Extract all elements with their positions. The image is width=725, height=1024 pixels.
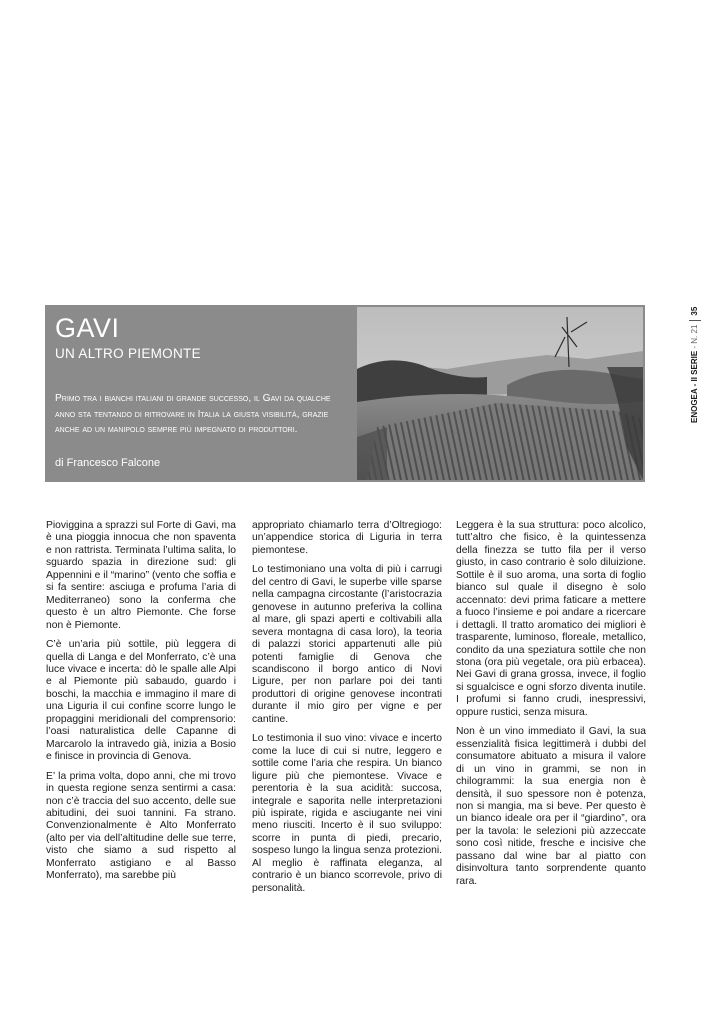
- body-paragraph: Leggera è la sua struttura: poco alcolico, tutt’altro che fisico, è la quintessenza della finezza se tutto fila per il verso giusto, in caso contrario è solo diluizione. Sottile è il suo aroma, una sorta di foglio bianco sul quale il disegno è solo accennato: devi prima faticare a mettere a fuoco l’insieme e poi andare a ricercare i dettagli. Il tratto aromatico dei migliori è trasparente, luminoso, floreale, metallico, condito da una speziatura sottile che non stona (ora più vegetale, ora più erbacea). Nei Gavi di grana grossa, invece, il foglio si sgualcisce e ogni sforzo diventa inutile. I profumi si fanno crudi, inespressivi, oppure rustici, senza misura.: [456, 520, 646, 718]
- body-paragraph: Pioviggina a sprazzi sul Forte di Gavi, ma è una pioggia innocua che non spaventa e non rattrista. Terminata l’ultima salita, lo sguardo spazia in direzione sud: gli Appennini e il “marino” (vento che soffia e si fa sentire: asciuga e profuma l’aria di Mediterraneo) sono la conferma che questo è un altro Piemonte. Che forse non è Piemonte.: [46, 520, 236, 631]
- article-byline: di Francesco Falcone: [55, 457, 161, 469]
- article-header: [45, 305, 645, 482]
- body-paragraph: appropriato chiamarlo terra d’Oltregiogo: un’appendice storica di Liguria in terra piemontese.: [252, 520, 442, 556]
- body-paragraph: Non è un vino immediato il Gavi, la sua essenzialità fisica legittimerà i dubbi del consumatore abituato a misura il valore di un vino in grammi, se non in chilogrammi: la sua energia non è densità, il suo spessore non è potenza, non si mangia, ma si beve. Per questo è un bianco ideale ora per il “giardino”, ora per la tavola: le selezioni più azzeccate sono così nitide, fresche e incisive che passano dal wine bar al piatto con disinvoltura tanto sorprendente quanto rara.: [456, 726, 646, 887]
- text-column-3: [456, 520, 646, 895]
- page-number: 35: [690, 306, 699, 316]
- running-header-vertical: [688, 288, 702, 423]
- issue-number: - N. 21: [690, 324, 699, 351]
- header-text-panel: [45, 305, 357, 482]
- text-column-2: [252, 520, 442, 902]
- journal-name: ENOGEA - II SERIE: [690, 350, 699, 423]
- article-title: GAVI: [55, 313, 120, 343]
- body-paragraph: C’è un’aria più sottile, più leggera di quella di Langa e del Monferrato, c’è una luce vivace e incerta: dò le spalle alle Alpi e al Piemonte più sabaudo, guardo i boschi, la macchia e immagino il mare di una Liguria il cui confine scorre lungo le propaggini meridionali del comprensorio: l’oasi naturalistica delle Capanne di Marcarolo la intravedo già, inizia a Bosio e finisce in provincia di Genova.: [46, 639, 236, 763]
- article-subtitle: UN ALTRO PIEMONTE: [55, 346, 201, 361]
- separator-bar: [689, 320, 701, 321]
- body-paragraph: Lo testimonia il suo vino: vivace e incerto come la luce di cui si nutre, leggero e sottile come l’aria che respira. Un bianco ligure più che piemontese. Vivace e perentoria è la sua acidità: succosa, integrale e saporita nelle interpretazioni più ispirate, rigida e asciugante nei vini meno riusciti. Incerto è il suo sviluppo: scorre in punta di piedi, precario, sospeso lungo la lingua senza protezioni. Al meglio è raffinata eleganza, al contrario è un bianco scorrevole, privo di personalità.: [252, 733, 442, 894]
- article-intro: Primo tra i bianchi italiani di grande successo, il Gavi da qualche anno sta tentando di ritrovare in Italia la giusta visibilità, grazie anche ad un manipolo sempre più impegnato di produttori.: [55, 393, 331, 435]
- body-paragraph: E’ la prima volta, dopo anni, che mi trovo in questa regione senza sentirmi a casa: non c’è traccia del suo accento, delle sue abitudini, dei suoi tannini. Fa strano. Convenzionalmente è Alto Monferrato (alto per via dell’altitudine delle sue terre, visto che siamo a sud rispetto al Monferrato astigiano e al Basso Monferrato), ma sarebbe più: [46, 770, 236, 882]
- text-column-1: [46, 520, 236, 890]
- body-paragraph: Lo testimoniano una volta di più i carrugi del centro di Gavi, le superbe ville sparse nella campagna circostante (l’aristocrazia genovese in autunno preferiva la collina al mare, gli spazi aperti e coltivabili alla severa montagna di casa loro), la teoria di palazzi storici appartenuti alle più potenti famiglie di Genova che scandiscono il borgo antico di Novi Ligure, per non parlare poi dei tanti produttori di origine genovese incontrati durante il mio giro per vigne e per cantine.: [252, 564, 442, 725]
- vineyard-landscape-photo: [357, 307, 643, 480]
